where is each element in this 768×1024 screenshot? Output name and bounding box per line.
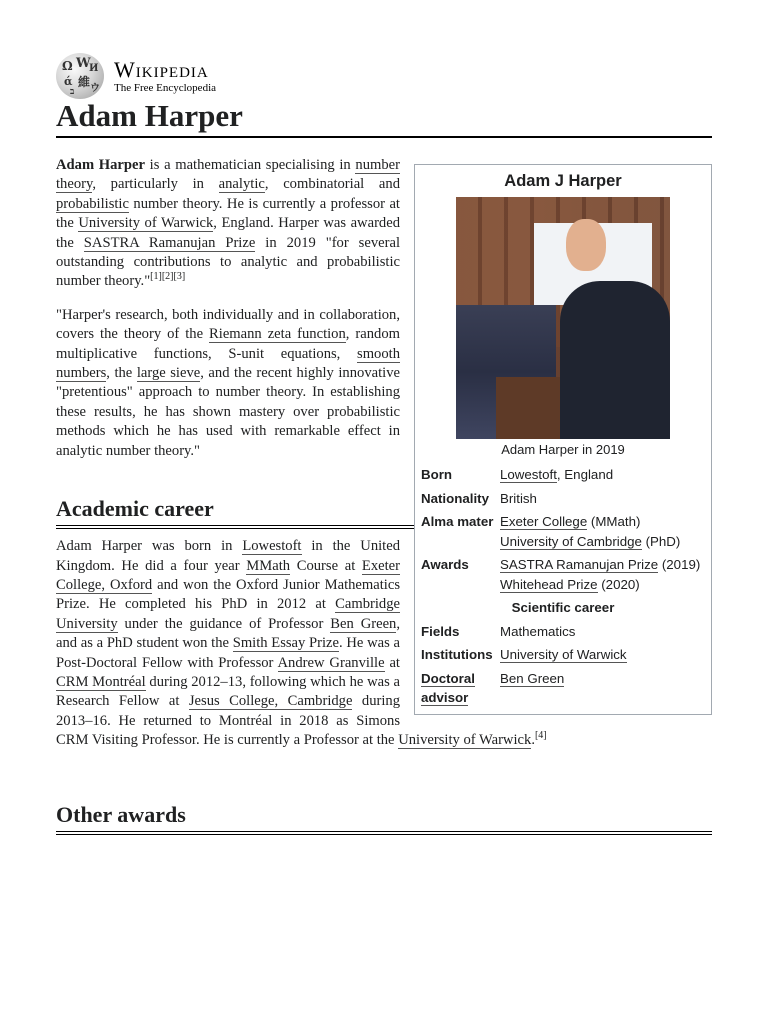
infobox: [414, 164, 712, 715]
academic-text-2: in the United Kingdom. He did a four year: [56, 538, 400, 574]
intro-references[interactable]: [150, 272, 185, 283]
infobox-row-scientific-career: [421, 596, 705, 620]
infobox-row-nationality: [421, 487, 705, 511]
article-body: [56, 156, 712, 843]
infobox-photo[interactable]: [456, 197, 670, 439]
photo-speaker-jacket: [560, 281, 670, 439]
academic-text-5: under the guidance of Professor: [117, 615, 331, 632]
wordmark-tagline: The Free Encyclopedia: [114, 81, 217, 94]
award-2-rest: (2020): [597, 576, 640, 592]
academic-reference[interactable]: [535, 730, 547, 741]
institutions-value: [500, 643, 705, 667]
ref-links-1-2-3[interactable]: [1][2][3]: [150, 271, 186, 283]
academic-text-10: during 2013–16. He returned to Montréal in 2018 as Simons CRM Visiting Professor. He is currently a Professor at the: [56, 693, 400, 749]
academic-text-1: Adam Harper was born in: [56, 538, 243, 555]
advisor-value: [500, 667, 705, 710]
born-rest: , England: [556, 467, 614, 482]
wordmark-title: Wikipedia: [114, 56, 209, 82]
ref-link-4[interactable]: [4]: [534, 730, 547, 742]
nationality-value: British: [500, 490, 537, 506]
infobox-row-institutions: [421, 643, 705, 667]
link-probabilistic[interactable]: probabilistic: [56, 195, 129, 212]
advisor-label-link[interactable]: Doctoral advisor: [421, 670, 475, 705]
award-1-rest: (2019): [658, 557, 701, 572]
academic-text-3: Course at: [290, 557, 362, 574]
infobox-table: [421, 463, 705, 710]
intro-text-3: , combinatorial and: [264, 176, 400, 193]
infobox-row-awards: [421, 553, 705, 596]
subject-name: Adam Harper: [56, 157, 145, 173]
quote-text-4: , and the recent highly innovative "pretentious" approach to number theory. In establishing these results, he has shown mastery over probabilistic methods which he has used with remarkable effect in analytic number theory.": [56, 365, 400, 459]
link-sastra-prize[interactable]: SASTRA Ramanujan Prize: [83, 234, 256, 251]
link-smooth-numbers[interactable]: smooth numbers: [56, 345, 400, 382]
academic-text-8: at: [384, 654, 400, 671]
page-title: Adam Harper: [56, 98, 712, 138]
alma-2-rest: (PhD): [641, 533, 681, 549]
heading-other-awards: Other awards: [56, 799, 712, 835]
alma-value: [500, 510, 705, 553]
academic-text-6: , and as a PhD student won the: [56, 615, 400, 652]
intro-text-6: in 2019 "for several outstanding contributions to analytic and probabilistic number theory.": [56, 234, 400, 290]
link-mmath[interactable]: MMath: [246, 557, 291, 574]
link-number-theory[interactable]: number theory: [56, 157, 400, 193]
institutions-label: Institutions: [421, 647, 493, 662]
intro-text-5: , England. Harper was awarded the: [56, 215, 400, 251]
academic-text-11: .: [531, 732, 535, 749]
wikipedia-globe-logo-icon[interactable]: Ω W И ά 維 ウ ב: [56, 53, 104, 99]
alma-label: Alma mater: [421, 514, 494, 529]
alma-1-link[interactable]: Exeter College: [500, 514, 588, 529]
infobox-row-born: [421, 463, 705, 487]
advisor-link[interactable]: Ben Green: [500, 670, 565, 686]
link-large-sieve[interactable]: large sieve: [136, 365, 201, 382]
quote-text-1: "Harper's research, both individually and in collaboration, covers the theory of the: [56, 306, 400, 343]
born-label: Born: [421, 467, 453, 482]
awards-value: [500, 553, 705, 596]
link-analytic[interactable]: analytic: [218, 176, 265, 193]
infobox-title: Adam J Harper: [504, 172, 622, 190]
link-crm-montreal[interactable]: CRM Montréal: [56, 673, 146, 690]
quote-text-2: , random multiplicative functions, S-unit equations,: [56, 326, 400, 362]
quote-text-3: , the: [106, 365, 137, 382]
awards-label: Awards: [421, 557, 469, 572]
link-ben-green[interactable]: Ben Green: [330, 615, 397, 632]
infobox-row-fields: [421, 620, 705, 644]
academic-text-7: . He was a Post-Doctoral Fellow with Professor: [56, 635, 400, 671]
site-header: [56, 53, 216, 99]
born-value: [500, 463, 705, 487]
link-university-of-warwick[interactable]: University of Warwick: [78, 215, 214, 232]
fields-value: Mathematics: [500, 623, 576, 639]
heading-academic-career: Academic career: [56, 493, 712, 529]
link-smith-essay-prize[interactable]: Smith Essay Prize: [232, 635, 340, 652]
nationality-label: Nationality: [421, 490, 489, 506]
infobox-row-alma-mater: [421, 510, 705, 553]
alma-1-rest: (MMath): [587, 514, 641, 529]
scientific-career-header: Scientific career: [511, 600, 615, 615]
award-1-link[interactable]: SASTRA Ramanujan Prize: [500, 557, 659, 572]
link-riemann-zeta[interactable]: Riemann zeta function: [209, 326, 346, 343]
academic-text-4: and won the Oxford Junior Mathematics Prize. He completed his PhD in 2012 at: [56, 576, 400, 613]
academic-text-9: during 2012–13, following which he was a Research Fellow at: [56, 673, 400, 710]
photo-speaker-head: [566, 219, 606, 271]
link-jesus-college[interactable]: Jesus College, Cambridge: [188, 693, 353, 710]
wikipedia-wordmark[interactable]: [114, 56, 217, 94]
link-university-of-warwick-2[interactable]: University of Warwick: [398, 732, 532, 749]
link-lowestoft[interactable]: Lowestoft: [242, 538, 302, 555]
institutions-link[interactable]: University of Warwick: [500, 647, 627, 662]
intro-text-4: number theory. He is currently a professor at the: [56, 195, 400, 232]
intro-text-1: is a mathematician specialising in: [144, 157, 356, 173]
infobox-caption: Adam Harper in 2019: [501, 442, 625, 457]
link-cambridge-university[interactable]: Cambridge University: [56, 596, 400, 632]
advisor-label: [421, 667, 500, 710]
infobox-row-doctoral-advisor: [421, 667, 705, 710]
alma-2-link[interactable]: University of Cambridge: [500, 533, 642, 549]
link-andrew-granville[interactable]: Andrew Granville: [277, 654, 385, 671]
intro-text-2: , particularly in: [92, 176, 219, 193]
born-link[interactable]: Lowestoft: [500, 467, 557, 482]
link-exeter-college[interactable]: Exeter College, Oxford: [56, 557, 400, 593]
fields-label: Fields: [421, 623, 460, 639]
award-2-link[interactable]: Whitehead Prize: [500, 576, 598, 592]
